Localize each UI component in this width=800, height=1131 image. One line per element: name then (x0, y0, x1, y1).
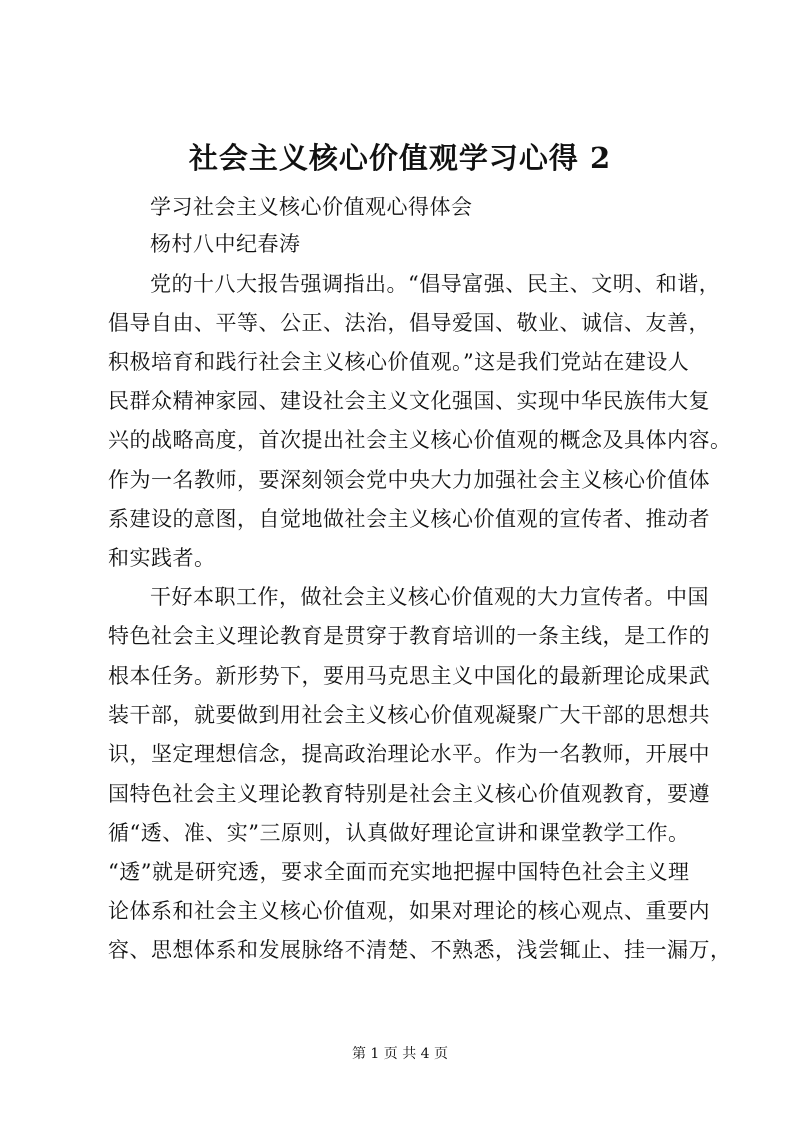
paragraph-2-line: 论体系和社会主义核心价值观，如果对理论的核心观点、重要内 (108, 899, 710, 923)
paragraph-2-line: 容、思想体系和发展脉络不清楚、不熟悉，浅尝辄止、挂一漏万， (108, 938, 732, 962)
paragraph-2-line: 根本任务。新形势下，要用马克思主义中国化的最新理论成果武 (108, 664, 710, 688)
document-title: 社会主义核心价值观学习心得 2 (188, 141, 612, 175)
paragraph-1-line: 民群众精神家园、建设社会主义文化强国、实现中华民族伟大复 (108, 389, 710, 413)
paragraph-1-line: 积极培育和践行社会主义核心价值观。”这是我们党站在建设人 (108, 350, 690, 374)
paragraph-1-line: 系建设的意图，自觉地做社会主义核心价值观的宣传者、推动者 (108, 507, 710, 531)
paragraph-2-line: 循“透、准、实”三原则，认真做好理论宣讲和课堂教学工作。 (108, 821, 690, 845)
paragraph-2-line: 特色社会主义理论教育是贯穿于教育培训的一条主线，是工作的 (108, 624, 710, 648)
paragraph-1-line: 和实践者。 (108, 546, 216, 570)
paragraph-1-line: 兴的战略高度，首次提出社会主义核心价值观的概念及具体内容。 (108, 428, 732, 452)
paragraph-2-line: 识，坚定理想信念，提高政治理论水平。作为一名教师，开展中 (108, 742, 710, 766)
paragraph-1-line: 作为一名教师，要深刻领会党中央大力加强社会主义核心价值体 (108, 468, 710, 492)
document-author: 杨村八中纪春涛 (150, 232, 301, 256)
page-number-footer: 第 1 页 共 4 页 (351, 1046, 449, 1062)
document-subtitle: 学习社会主义核心价值观心得体会 (150, 195, 473, 219)
paragraph-2-line: “透”就是研究透，要求全面而充实地把握中国特色社会主义理 (108, 860, 690, 884)
paragraph-2-line: 干好本职工作，做社会主义核心价值观的大力宣传者。中国 (150, 585, 709, 609)
paragraph-2-line: 装干部，就要做到用社会主义核心价值观凝聚广大干部的思想共 (108, 703, 710, 727)
paragraph-1-line: 党的十八大报告强调指出。“倡导富强、民主、文明、和谐， (150, 272, 721, 296)
paragraph-2-line: 国特色社会主义理论教育特别是社会主义核心价值观教育，要遵 (108, 782, 710, 806)
paragraph-1-line: 倡导自由、平等、公正、法治，倡导爱国、敬业、诚信、友善， (108, 311, 710, 335)
